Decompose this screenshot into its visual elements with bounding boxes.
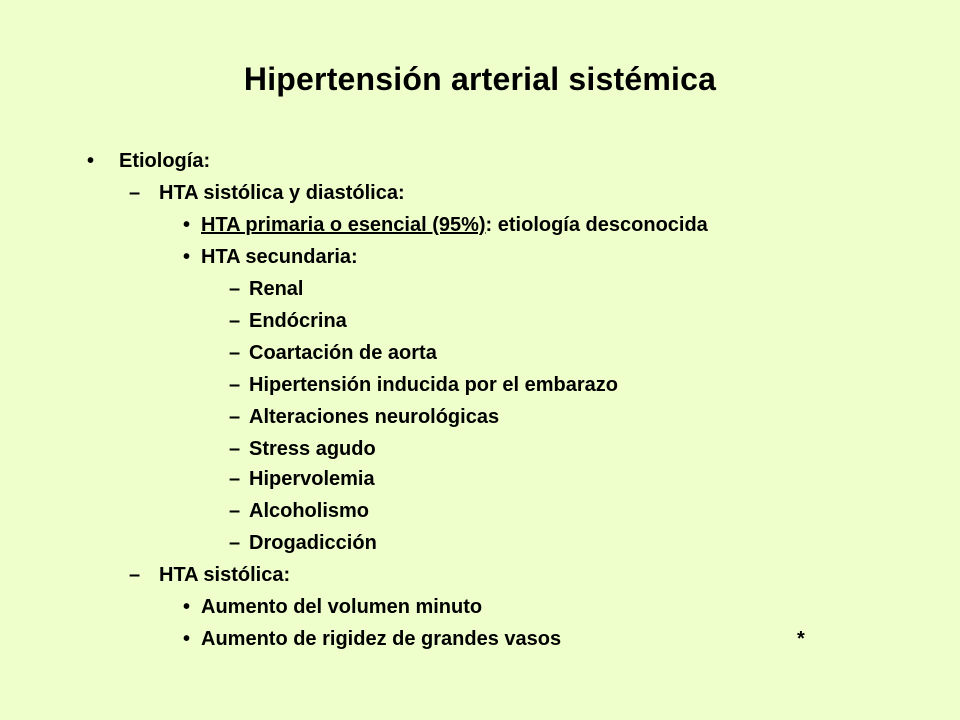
cause-label: Hipervolemia xyxy=(249,468,375,490)
hta-sistolica-diastolica-label: HTA sistólica y diastólica: xyxy=(159,182,405,204)
dash-marker: – xyxy=(229,374,241,396)
note-asterisk: * xyxy=(797,628,805,650)
bullet-marker: • xyxy=(183,628,191,650)
cause-label: Alteraciones neurológicas xyxy=(249,406,500,428)
dash-marker: – xyxy=(229,310,241,332)
hta-primaria-text xyxy=(201,212,708,238)
dash-marker: – xyxy=(229,278,241,300)
bullet-marker: • xyxy=(183,214,191,236)
slide-title: Hipertensión arterial sistémica xyxy=(243,61,717,97)
hta-primaria-underlined: HTA primaria o esencial (95%) xyxy=(201,214,486,236)
dash-marker: – xyxy=(229,500,241,522)
bullet-marker: • xyxy=(87,150,95,172)
hta-secundaria-label: HTA secundaria: xyxy=(201,246,358,268)
hta-primaria-rest: : etiología desconocida xyxy=(485,214,708,236)
cause-label: Stress agudo xyxy=(249,438,376,460)
dash-marker: – xyxy=(229,406,241,428)
dash-marker: – xyxy=(129,564,141,586)
bullet-marker: • xyxy=(183,246,191,268)
cause-label: Drogadicción xyxy=(249,532,377,554)
cause-label: Endócrina xyxy=(249,310,347,332)
dash-marker: – xyxy=(229,468,241,490)
sistolica-item: Aumento del volumen minuto xyxy=(201,596,483,618)
hta-sistolica-label: HTA sistólica: xyxy=(159,564,291,586)
cause-label: Renal xyxy=(249,278,304,300)
sistolica-item: Aumento de rigidez de grandes vasos xyxy=(201,628,562,650)
cause-label: Coartación de aorta xyxy=(249,342,437,364)
bullet-marker: • xyxy=(183,596,191,618)
cause-label: Hipertensión inducida por el embarazo xyxy=(249,374,618,396)
dash-marker: – xyxy=(229,438,241,460)
dash-marker: – xyxy=(229,532,241,554)
dash-marker: – xyxy=(229,342,241,364)
cause-label: Alcoholismo xyxy=(249,500,370,522)
bullet-etiologia-label: Etiología: xyxy=(119,150,211,172)
dash-marker: – xyxy=(129,182,141,204)
